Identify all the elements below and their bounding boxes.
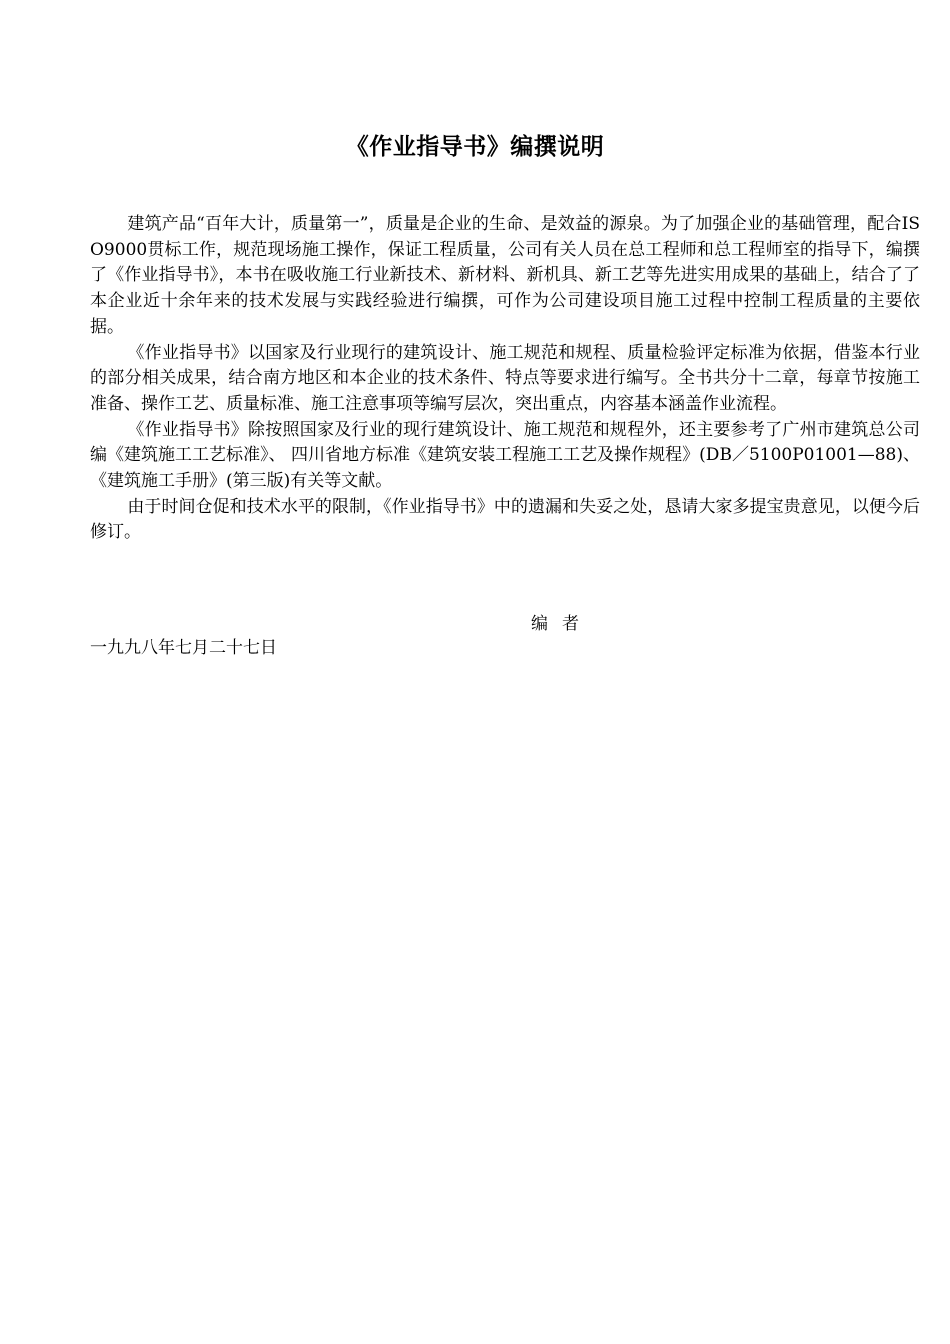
- document-title: 《作业指导书》编撰说明: [345, 134, 605, 160]
- document-body: [90, 212, 920, 546]
- paragraph-closing: 由于时间仓促和技术水平的限制，《作业指导书》中的遗漏和失妥之处，恳请大家多提宝贵意见，以便今后修订。: [90, 496, 920, 543]
- paragraph-basis: 《作业指导书》以国家及行业现行的建筑设计、施工规范和规程、质量检验评定标准为依据，借鉴本行业的部分相关成果，结合南方地区和本企业的技术条件、特点等要求进行编写。全书共分十二章，每章节按施工准备、操作工艺、质量标准、施工注意事项等编写层次，突出重点，内容基本涵盖作业流程。: [90, 342, 920, 414]
- paragraph-references: 《作业指导书》除按照国家及行业的现行建筑设计、施工规范和规程外，还主要参考了广州市建筑总公司编《建筑施工工艺标准》、 四川省地方标准《建筑安装工程施工工艺及操作规程》(DB／5100P01001—88)、《建筑施工手册》(第三版)有关等文献。: [90, 419, 920, 492]
- paragraph-intro: 建筑产品“百年大计，质量第一”，质量是企业的生命、是效益的源泉。为了加强企业的基础管理，配合ISO9000贯标工作，规范现场施工操作，保证工程质量，公司有关人员在总工程师和总工程师室的指导下，编撰了《作业指导书》，本书在吸收施工行业新技术、新材料、新机具、新工艺等先进实用成果的基础上，结合了了本企业近十余年来的技术发展与实践经验进行编撰，可作为公司建设项目施工过程中控制工程质量的主要依据。: [90, 214, 920, 337]
- author-signature: 编者: [531, 614, 593, 634]
- document-date: 一九九八年七月二十七日: [90, 638, 277, 658]
